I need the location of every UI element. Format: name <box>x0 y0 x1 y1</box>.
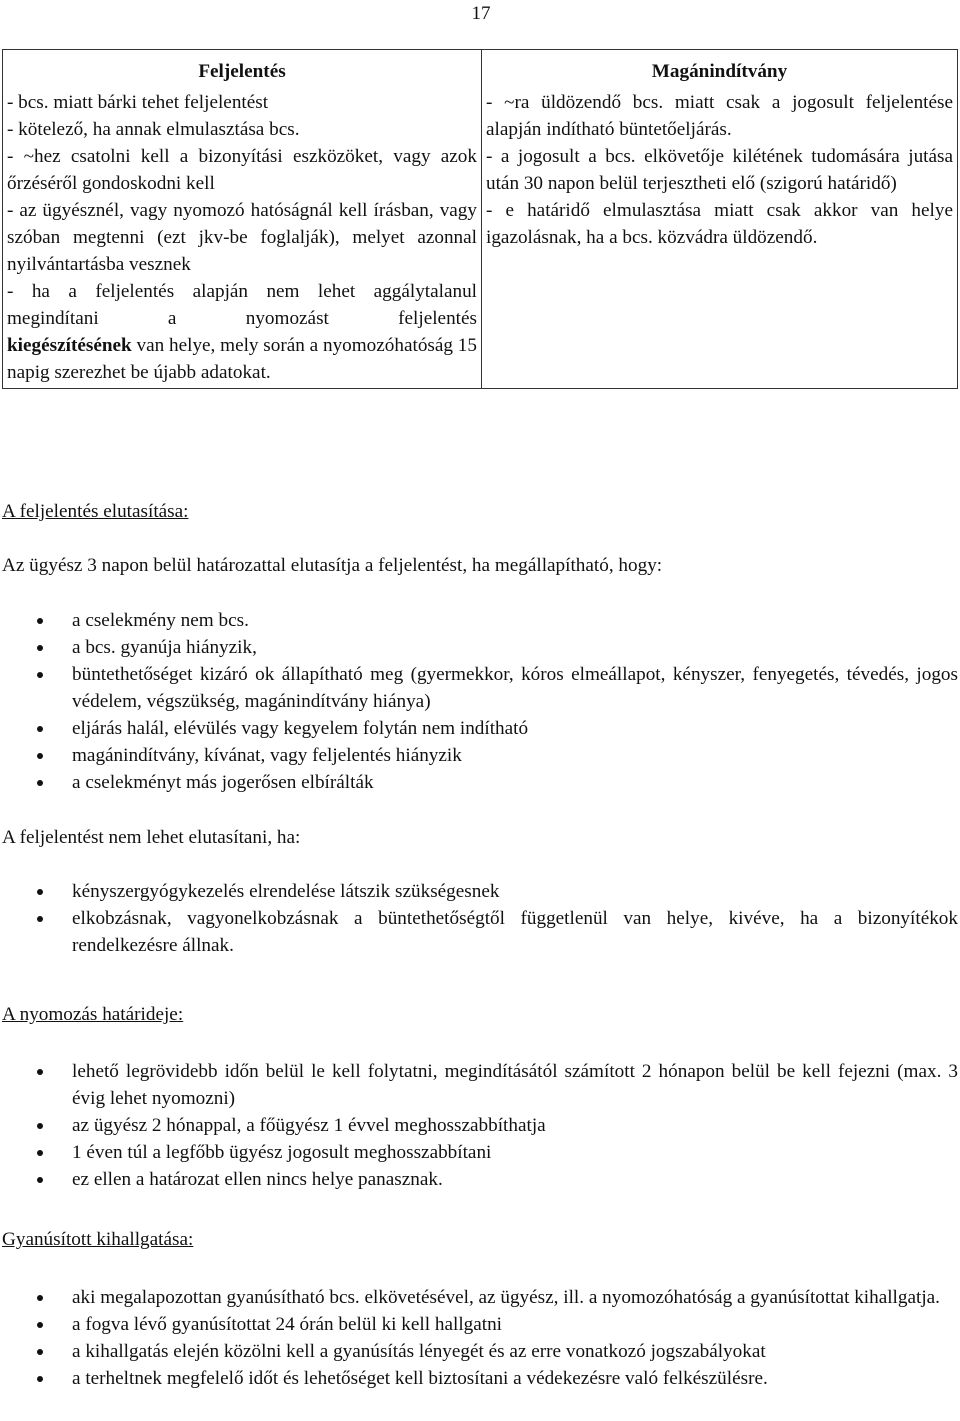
list-item: az ügyész 2 hónappal, a főügyész 1 évvel meghosszabbíthatja <box>2 1112 958 1139</box>
deadline-list <box>2 1058 958 1193</box>
maganinditvany-cell <box>482 50 958 389</box>
feljelentes-line: - kötelező, ha annak elmulasztása bcs. <box>7 119 300 140</box>
feljelentes-line-rest: van helye, mely során a nyomozóhatóság 15 napig szerezhet be újabb adatokat. <box>7 335 477 383</box>
list-item: eljárás halál, elévülés vagy kegyelem folytán nem indítható <box>2 715 958 742</box>
rejection-list <box>2 607 958 796</box>
list-item: a fogva lévő gyanúsítottat 24 órán belül ki kell hallgatni <box>2 1311 958 1338</box>
list-item: a cselekmény nem bcs. <box>2 607 958 634</box>
feljelentes-line: - ~hez csatolni kell a bizonyítási eszközöket, vagy azok őrzéséről gondoskodni kell <box>7 146 477 194</box>
rejection-heading: A feljelentés elutasítása: <box>2 501 189 522</box>
list-item: a bcs. gyanúja hiányzik, <box>2 634 958 661</box>
list-item: kényszergyógykezelés elrendelése látszik szükségesnek <box>2 878 958 905</box>
deadline-heading: A nyomozás határideje: <box>2 1004 184 1025</box>
rejection-section <box>2 498 958 959</box>
feljelentes-cell <box>3 50 482 389</box>
list-item: a kihallgatás elején közölni kell a gyanúsítás lényegét és az erre vonatkozó jogszabályokat <box>2 1338 958 1365</box>
maganinditvany-body <box>482 89 957 253</box>
suspect-section <box>2 1226 958 1392</box>
list-item: lehető legrövidebb időn belül le kell folytatni, megindításától számított 2 hónapon belül be kell fejezni (max. 3 évig lehet nyomozni) <box>2 1058 958 1112</box>
feljelentes-body <box>3 89 481 388</box>
list-item: ez ellen a határozat ellen nincs helye panasznak. <box>2 1166 958 1193</box>
list-item: a cselekményt más jogerősen elbírálták <box>2 769 958 796</box>
list-item: magánindítvány, kívánat, vagy feljelentés hiányzik <box>2 742 958 769</box>
maganinditvany-title: Magánindítvány <box>651 61 788 82</box>
feljelentes-line: - bcs. miatt bárki tehet feljelentést <box>7 92 269 113</box>
feljelentes-bold-term: kiegészítésének <box>7 335 132 356</box>
suspect-list <box>2 1284 958 1392</box>
list-item: 1 éven túl a legfőbb ügyész jogosult meghosszabbítani <box>2 1139 958 1166</box>
page-number: 17 <box>471 3 491 24</box>
feljelentes-line: - az ügyésznél, vagy nyomozó hatóságnál kell írásban, vagy szóban megtenni (ezt jkv-be foglalják), melyet azonnal nyilvántartásba vesznek <box>7 200 477 275</box>
feljelentes-title: Feljelentés <box>198 61 286 82</box>
feljelentes-line: - ha a feljelentés alapján nem lehet aggálytalanul megindítani a nyomozást feljelentés <box>7 281 477 329</box>
list-item: a terheltnek megfelelő időt és lehetőséget kell biztosítani a védekezésre való felkészülésre. <box>2 1365 958 1392</box>
feljelentes-line <box>7 332 477 386</box>
no-rejection-list <box>2 878 958 959</box>
deadline-section <box>2 1001 958 1193</box>
maganinditvany-line: - ~ra üldözendő bcs. miatt csak a jogosult feljelentése alapján indítható büntetőeljárás. <box>486 92 953 140</box>
list-item: aki megalapozottan gyanúsítható bcs. elkövetésével, az ügyész, ill. a nyomozóhatóság a gyanúsítottat kihallgatja. <box>2 1284 958 1311</box>
maganinditvany-line: - e határidő elmulasztása miatt csak akkor van helye igazolásnak, ha a bcs. közvádra üldözendő. <box>486 200 953 248</box>
list-item: elkobzásnak, vagyonelkobzásnak a büntethetőségtől függetlenül van helye, kivéve, ha a bizonyítékok rendelkezésre állnak. <box>2 905 958 959</box>
rejection-intro: Az ügyész 3 napon belül határozattal elutasítja a feljelentést, ha megállapítható, hogy: <box>2 555 663 576</box>
maganinditvany-line: - a jogosult a bcs. elkövetője kilétének tudomására jutása után 30 napon belül terjesztheti elő (szigorú határidő) <box>486 146 953 194</box>
rejection-intro-2: A feljelentést nem lehet elutasítani, ha: <box>2 827 301 848</box>
suspect-heading: Gyanúsított kihallgatása: <box>2 1229 194 1250</box>
comparison-table <box>2 49 958 389</box>
list-item: büntethetőséget kizáró ok állapítható meg (gyermekkor, kóros elmeállapot, kényszer, fenyegetés, tévedés, jogos védelem, végszükség, magánindítvány hiánya) <box>2 661 958 715</box>
